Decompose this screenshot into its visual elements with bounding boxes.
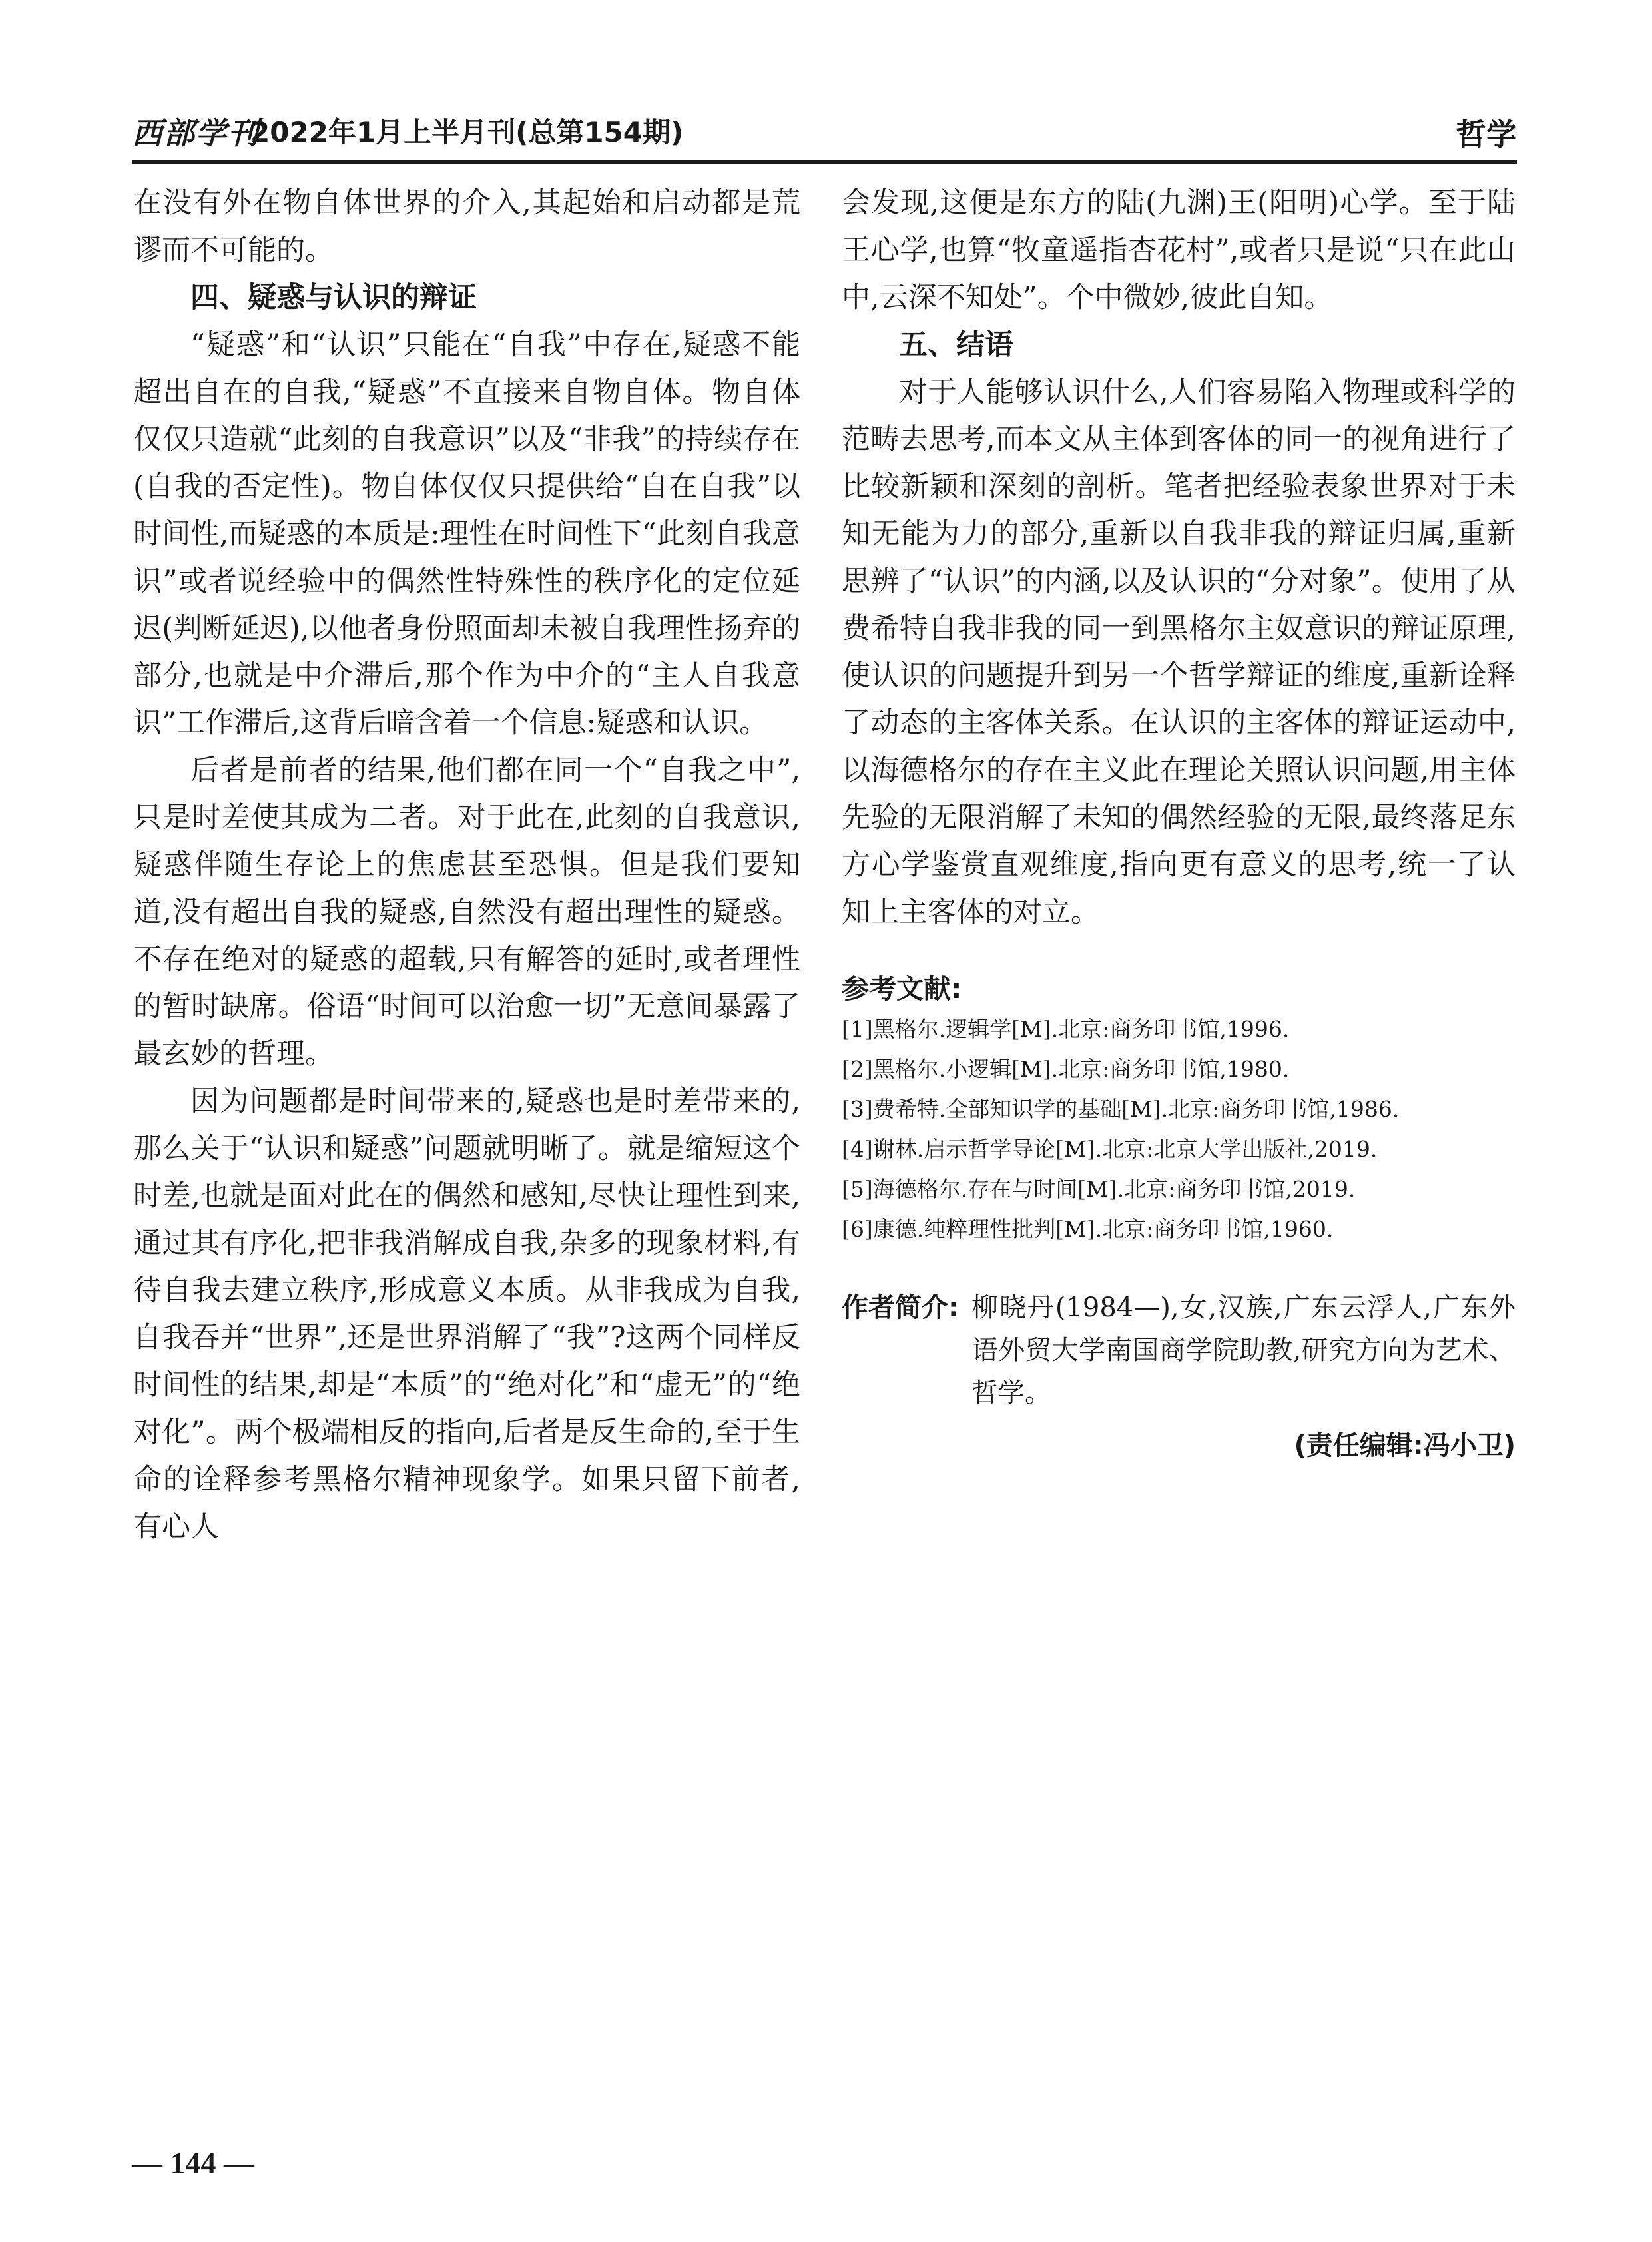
page-number: — 144 — xyxy=(132,2146,254,2180)
paragraph: 因为问题都是时间带来的,疑惑也是时差带来的,那么关于“认识和疑惑”问题就明晰了。就是缩短这个时差,也就是面对此在的偶然和感知,尽快让理性到来,通过其有序化,把非我消解成自我,杂多的现象材料,有待自我去建立秩序,形成意义本质。从非我成为自我,自我吞并“世界”,还是世界消解了“我”?这两个同样反时间性的结果,却是“本质”的“绝对化”和“虚无”的“绝对化”。两个极端相反的指向,后者是反生命的,至于生命的诠释参考黑格尔精神现象学。如果只留下前者,有心人 xyxy=(133,1085,800,1543)
references-title: 参考文献: xyxy=(842,973,962,1005)
reference-item: [4]谢林.启示哲学导论[M].北京:北京大学出版社,2019. xyxy=(842,1136,1378,1162)
journal-logo: 西部学刊 xyxy=(132,115,260,151)
section-heading-5: 五、结语 xyxy=(899,328,1013,362)
paragraph: 后者是前者的结果,他们都在同一个“自我之中”,只是时差使其成为二者。对于此在,此刻的自我意识,疑惑伴随生存论上的焦虑甚至恐惧。但是我们要知道,没有超出自我的疑惑,自然没有超出理性的疑惑。不存在绝对的疑惑的超载,只有解答的延时,或者理性的暂时缺席。俗语“时间可以治愈一切”无意间暴露了最玄妙的哲理。 xyxy=(133,754,800,1071)
section-heading-4: 四、疑惑与认识的辩证 xyxy=(190,281,477,314)
continued-paragraph: 在没有外在物自体世界的介入,其起始和启动都是荒谬而不可能的。 xyxy=(133,186,800,267)
left-column xyxy=(133,180,800,1551)
reference-item: [3]费希特.全部知识学的基础[M].北京:商务印书馆,1986. xyxy=(842,1096,1400,1122)
reference-item: [1]黑格尔.逻辑学[M].北京:商务印书馆,1996. xyxy=(842,1016,1290,1042)
author-bio xyxy=(842,1286,1515,1414)
references xyxy=(842,968,1515,1249)
paragraph: 对于人能够认识什么,人们容易陷入物理或科学的范畴去思考,而本文从主体到客体的同一的视角进行了比较新颖和深刻的剖析。笔者把经验表象世界对于未知无能为力的部分,重新以自我非我的辩证归属,重新思辨了“认识”的内涵,以及认识的“分对象”。使用了从费希特自我非我的同一到黑格尔主奴意识的辩证原理,使认识的问题提升到另一个哲学辩证的维度,重新诠释了动态的主客体关系。在认识的主客体的辩证运动中,以海德格尔的存在主义此在理论关照认识问题,用主体先验的无限消解了未知的偶然经验的无限,最终落足东方心学鉴赏直观维度,指向更有意义的思考,统一了认知上主客体的对立。 xyxy=(842,376,1515,929)
author-bio-text: 柳晓丹(1984—),女,汉族,广东云浮人,广东外语外贸大学南国商学院助教,研究方向为艺术、哲学。 xyxy=(971,1292,1515,1408)
page-header xyxy=(132,100,1517,164)
editor-note: (责任编辑:冯小卫) xyxy=(1294,1430,1515,1461)
section-name: 哲学 xyxy=(1456,117,1517,152)
right-column xyxy=(842,180,1515,1470)
journal-issue: 2022年1月上半月刊(总第154期) xyxy=(250,116,684,148)
reference-item: [5]海德格尔.存在与时间[M].北京:商务印书馆,2019. xyxy=(842,1176,1356,1202)
reference-item: [6]康德.纯粹理性批判[M].北京:商务印书馆,1960. xyxy=(842,1216,1334,1242)
continued-paragraph: 会发现,这便是东方的陆(九渊)王(阳明)心学。至于陆王心学,也算“牧童遥指杏花村”,或者只是说“只在此山中,云深不知处”。个中微妙,彼此自知。 xyxy=(842,186,1515,314)
reference-item: [2]黑格尔.小逻辑[M].北京:商务印书馆,1980. xyxy=(842,1056,1290,1082)
paragraph: “疑惑”和“认识”只能在“自我”中存在,疑惑不能超出自在的自我,“疑惑”不直接来自物自体。物自体仅仅只造就“此刻的自我意识”以及“非我”的持续存在(自我的否定性)。物自体仅仅只提供给“自在自我”以时间性,而疑惑的本质是:理性在时间性下“此刻自我意识”或者说经验中的偶然性特殊性的秩序化的定位延迟(判断延迟),以他者身份照面却未被自我理性扬弃的部分,也就是中介滞后,那个作为中介的“主人自我意识”工作滞后,这背后暗含着一个信息:疑惑和认识。 xyxy=(133,328,800,740)
author-bio-label: 作者简介: xyxy=(842,1292,959,1323)
